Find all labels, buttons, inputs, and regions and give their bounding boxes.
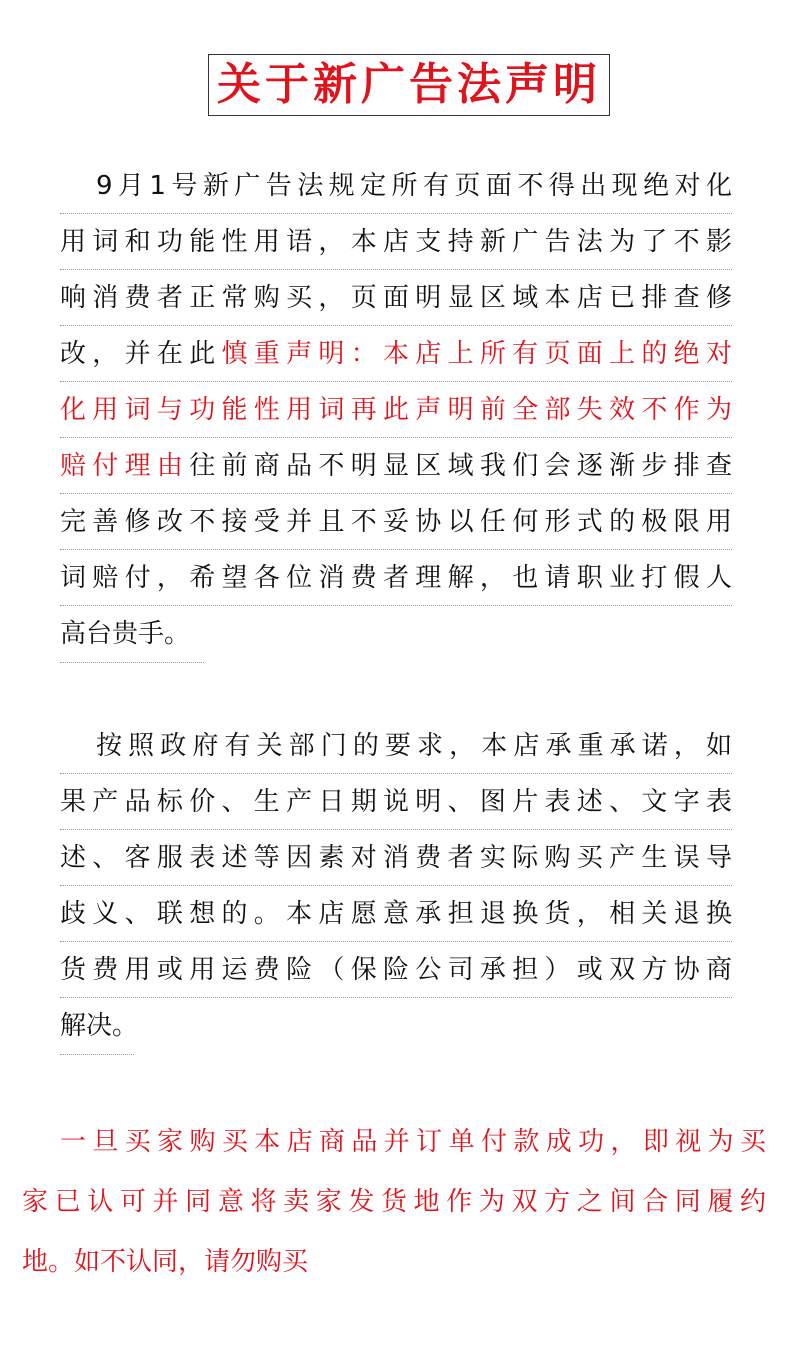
highlight-segment: 赔付理由 xyxy=(60,451,190,481)
text-line: 货费用或用运费险（保险公司承担）或双方协商 xyxy=(60,942,732,998)
text-line: 9月1号新广告法规定所有页面不得出现绝对化 xyxy=(60,158,732,214)
highlight-line: 化用词与功能性用词再此声明前全部失效不作为 xyxy=(60,382,732,438)
title-box xyxy=(208,54,610,116)
text-line: 歧义、联想的。本店愿意承担退换货，相关退换 xyxy=(60,886,732,942)
divider xyxy=(60,662,204,663)
text-line: 用词和功能性用语，本店支持新广告法为了不影 xyxy=(60,214,732,270)
text-line: 词赔付，希望各位消费者理解，也请职业打假人 xyxy=(60,550,732,606)
text-line: 响消费者正常购买，页面明显区域本店已排查修 xyxy=(60,270,732,326)
page-title: 关于新广告法声明 xyxy=(217,59,601,110)
text-line: 果产品标价、生产日期说明、图片表述、文字表 xyxy=(60,774,732,830)
notice-line: 家已认可并同意将卖家发货地作为双方之间合同履约 xyxy=(22,1187,766,1217)
text-segment: 改，并在此 xyxy=(60,339,222,369)
text-line: 述、客服表述等因素对消费者实际购买产生误导 xyxy=(60,830,732,886)
text-line: 高台贵手。 xyxy=(60,619,191,649)
notice-line: 地。如不认同，请勿购买 xyxy=(22,1247,309,1277)
text-line xyxy=(60,438,732,494)
text-line: 按照政府有关部门的要求，本店承重承诺，如 xyxy=(60,718,732,774)
text-line: 完善修改不接受并且不妥协以任何形式的极限用 xyxy=(60,494,732,550)
notice-line: 一旦买家购买本店商品并订单付款成功，即视为买 xyxy=(60,1127,766,1157)
divider xyxy=(60,1054,134,1055)
text-line xyxy=(60,326,732,382)
text-segment: 往前商品不明显区域我们会逐渐步排查 xyxy=(189,451,732,481)
purchase-notice xyxy=(22,1112,766,1292)
text-line: 解决。 xyxy=(60,1011,139,1041)
statement-paragraph-2 xyxy=(60,718,732,1055)
highlight-segment: 慎重声明：本店上所有页面上的绝对 xyxy=(221,339,732,369)
statement-paragraph-1 xyxy=(60,158,732,663)
